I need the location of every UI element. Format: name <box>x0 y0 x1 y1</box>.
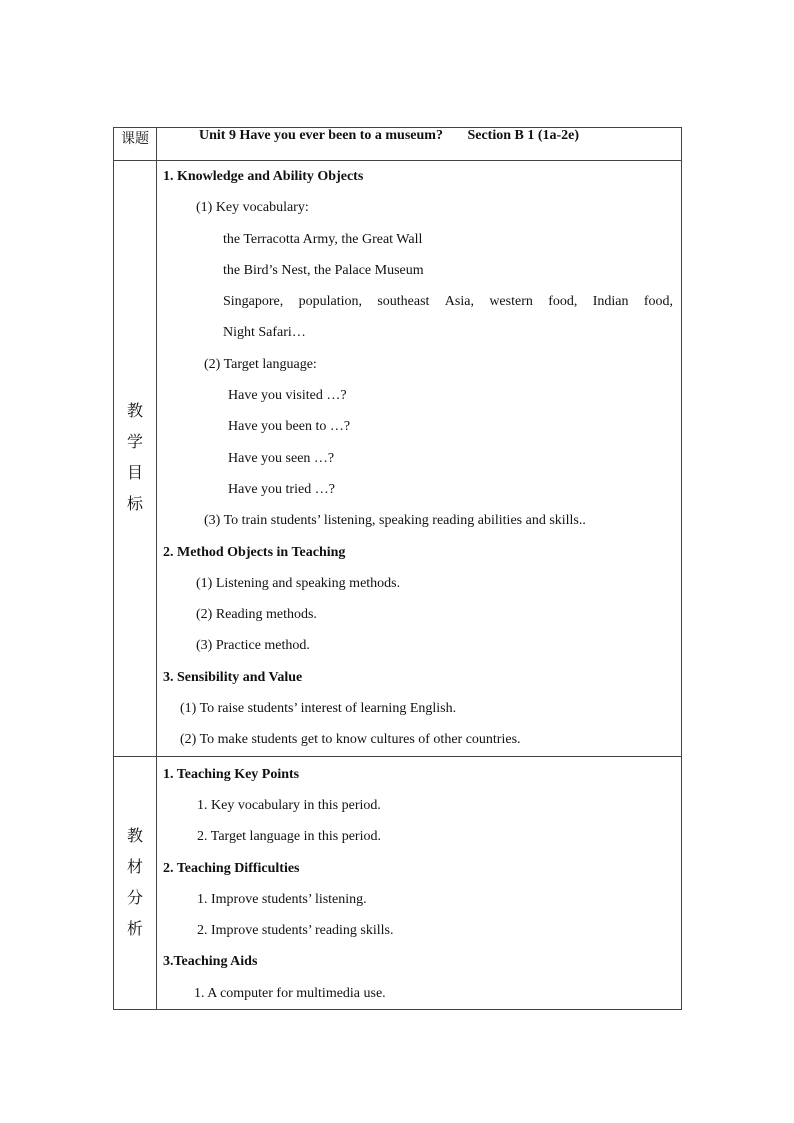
aids-line: 1. A computer for multimedia use. <box>194 985 386 1001</box>
key-point-line: 1. Key vocabulary in this period. <box>197 797 381 813</box>
heading-key-points: 1. Teaching Key Points <box>163 766 300 782</box>
vocab-word: Singapore, <box>223 294 284 310</box>
lesson-title: Unit 9 Have you ever been to a museum? Section B 1 (1a-2e) <box>157 128 682 161</box>
objectives-row <box>114 161 682 757</box>
vocab-word: Indian <box>592 294 629 310</box>
value-line: (2) To make students get to know cultures of other countries. <box>180 732 521 748</box>
side-char: 析 <box>126 920 143 938</box>
side-char: 学 <box>126 434 143 452</box>
target-language-line: Have you been to …? <box>228 419 351 435</box>
lesson-plan-table <box>113 127 682 1010</box>
vocab-word: food, <box>643 294 673 310</box>
value-line: (1) To raise students’ interest of learning English. <box>180 701 457 717</box>
side-char: 材 <box>126 858 143 876</box>
vocab-line: Night Safari… <box>223 325 306 341</box>
analysis-side-label <box>114 756 157 1009</box>
key-point-line: 2. Target language in this period. <box>197 829 381 845</box>
vocab-word: Asia, <box>444 294 474 310</box>
heading-knowledge: 1. Knowledge and Ability Objects <box>163 169 364 184</box>
heading-sensibility: 3. Sensibility and Value <box>163 669 303 685</box>
difficulty-line: 2. Improve students’ reading skills. <box>197 923 394 939</box>
side-char: 目 <box>126 465 143 483</box>
objectives-content <box>157 161 682 757</box>
analysis-row <box>114 756 682 1009</box>
vocab-line: the Bird’s Nest, the Palace Museum <box>223 262 424 278</box>
objectives-side-label <box>114 161 157 757</box>
vocab-word: southeast <box>377 294 430 310</box>
target-language-line: Have you tried …? <box>228 481 335 497</box>
method-line: (3) Practice method. <box>196 638 310 654</box>
target-language-label: (2) Target language: <box>204 356 317 372</box>
vocab-word: food, <box>548 294 578 310</box>
side-char: 标 <box>126 496 143 514</box>
target-language-line: Have you visited …? <box>228 388 347 404</box>
side-char: 教 <box>126 403 143 421</box>
abilities-line: (3) To train students’ listening, speaking reading abilities and skills.. <box>204 513 586 529</box>
vocab-word: population, <box>298 294 362 310</box>
side-char: 分 <box>126 889 143 907</box>
method-line: (2) Reading methods. <box>196 607 317 623</box>
title-row <box>114 128 682 161</box>
heading-method: 2. Method Objects in Teaching <box>163 544 346 560</box>
vocab-label: (1) Key vocabulary: <box>196 200 309 216</box>
heading-difficulties: 2. Teaching Difficulties <box>163 860 300 876</box>
heading-aids: 3.Teaching Aids <box>163 954 258 970</box>
vocab-line-justified <box>163 286 673 317</box>
vocab-line: the Terracotta Army, the Great Wall <box>223 231 423 247</box>
target-language-line: Have you seen …? <box>228 450 335 466</box>
difficulty-line: 1. Improve students’ listening. <box>197 891 367 907</box>
side-char: 教 <box>126 827 143 845</box>
method-line: (1) Listening and speaking methods. <box>196 575 401 591</box>
vocab-word: western <box>489 294 533 310</box>
analysis-content <box>157 756 682 1009</box>
title-label: 课题 <box>114 128 157 161</box>
